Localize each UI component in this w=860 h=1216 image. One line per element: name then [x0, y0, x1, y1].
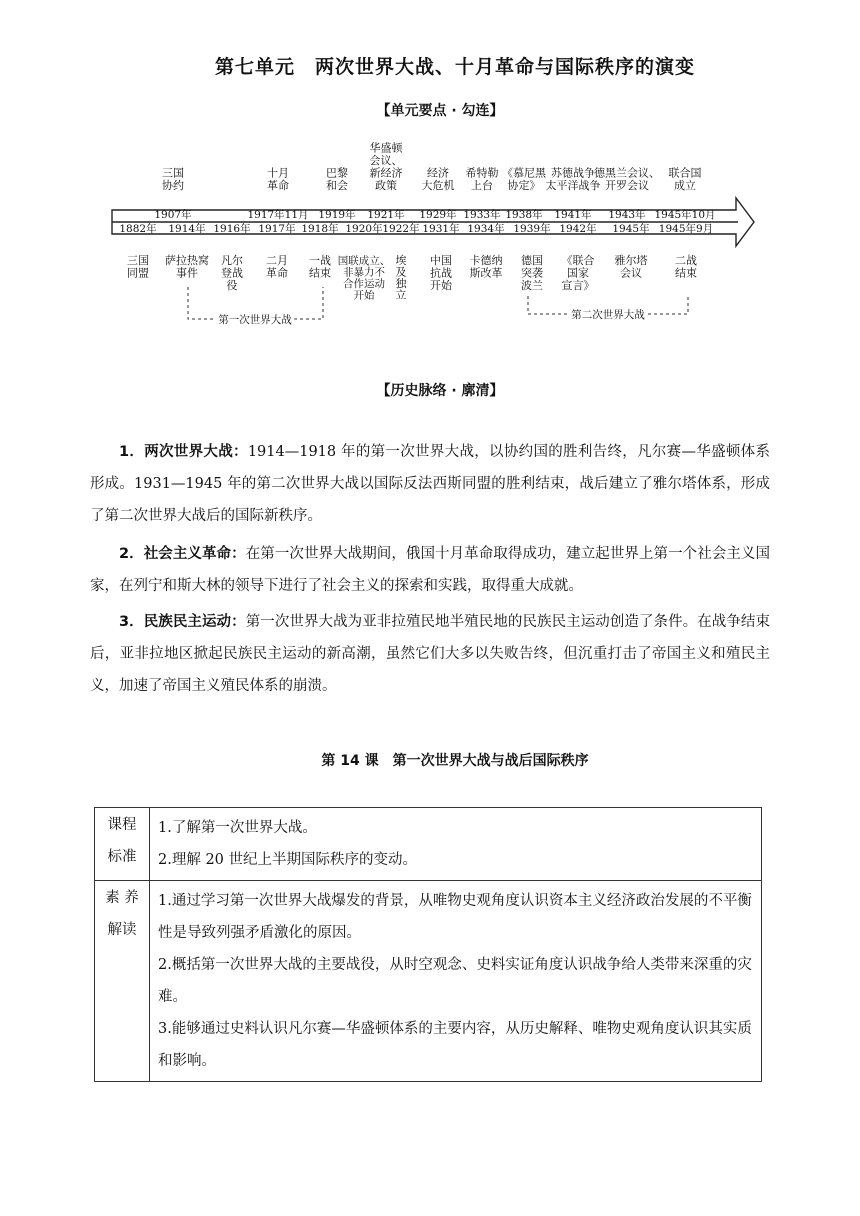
row-label-standards: [95, 808, 150, 881]
event-label: 结束: [309, 266, 331, 280]
event-label: 德国: [521, 254, 543, 267]
unit-title: 第七单元 两次世界大战、十月革命与国际秩序的演变: [214, 56, 695, 78]
standards-content: [150, 808, 762, 881]
timeline-bottom-event: [119, 222, 157, 280]
row-label-literacy: [95, 881, 150, 1082]
event-label: 会议: [620, 266, 642, 280]
event-date: 1933年: [463, 209, 501, 221]
event-date: 1939年: [513, 223, 551, 235]
event-date: 1934年: [467, 223, 505, 235]
event-label: 协约: [162, 179, 184, 192]
event-label: 斯改革: [469, 266, 503, 280]
timeline-diagram: [0, 124, 860, 330]
event-label: 政策: [375, 179, 397, 192]
event-date: 1943年: [608, 209, 646, 221]
event-label: 埃: [395, 254, 407, 267]
event-label: 非暴力不: [343, 266, 385, 279]
event-label: 国家: [567, 266, 589, 280]
event-label: 十月: [267, 166, 289, 180]
event-label: 波兰: [521, 279, 543, 292]
timeline-bottom-event: [513, 222, 551, 292]
list-item: 2.理解 20 世纪上半期国际秩序的变动。: [158, 852, 418, 868]
timeline-top-event: [419, 166, 457, 222]
timeline-bottom-event: [301, 222, 339, 280]
event-label: 新经济: [369, 166, 403, 180]
event-label: 《慕尼黑: [502, 166, 546, 180]
event-date: 1945年9月: [658, 223, 714, 235]
timeline-top-event: [367, 141, 405, 222]
event-label: 同盟: [127, 266, 149, 280]
event-label: 立: [395, 288, 407, 302]
event-label: 和会: [326, 179, 348, 192]
event-label: 凡尔: [221, 254, 243, 267]
event-label: 经济: [427, 166, 449, 180]
paragraph-lead: 1．两次世界大战：: [119, 444, 248, 460]
list-item: 1.通过学习第一次世界大战爆发的背景，从唯物史观角度认识资本主义经济政治发展的不平衡性是导致列强矛盾激化的原因。: [158, 893, 752, 941]
timeline-top-event: [502, 166, 547, 222]
event-label: 国联成立、: [337, 255, 391, 267]
event-date: 1931年: [422, 223, 460, 235]
event-label: 德黑兰会议、: [594, 166, 660, 180]
event-label: 卡德纳: [469, 254, 503, 267]
event-label: 开始: [353, 289, 375, 302]
event-date: 1914年: [168, 223, 206, 235]
event-label: 宣言》: [561, 279, 595, 292]
event-date: 1938年: [505, 209, 543, 221]
event-label: 开罗会议: [605, 179, 649, 192]
event-date: 1919年: [318, 209, 356, 221]
event-label: 苏德战争: [551, 166, 595, 180]
timeline-bottom-event: [612, 222, 650, 280]
event-label: 役: [226, 279, 238, 292]
label-line: 素 养: [105, 890, 139, 906]
event-label: 协定》: [507, 179, 541, 192]
event-label: 革命: [266, 266, 288, 280]
paragraph-world-wars: [90, 436, 770, 532]
paragraph-national-movement: [90, 606, 770, 702]
event-date: 1945年10月: [654, 209, 716, 221]
event-date: 1920年: [345, 223, 383, 235]
event-label: 一战: [309, 254, 331, 267]
event-date: 1917年: [258, 223, 296, 235]
event-date: 1929年: [419, 209, 457, 221]
event-date: 1917年11月: [247, 209, 309, 221]
event-label: 突袭: [521, 266, 543, 280]
timeline-bottom-event: [165, 222, 209, 280]
event-label: 革命: [267, 179, 289, 192]
event-label: 会议、: [369, 154, 403, 167]
timeline-bottom-event: [422, 222, 460, 292]
event-date: 1942年: [559, 223, 597, 235]
event-label: 大危机: [421, 179, 455, 192]
event-label: 抗战: [430, 266, 452, 280]
event-label: 《联合: [561, 254, 595, 267]
event-date: 1907年: [154, 209, 192, 221]
paragraph-text: 1914—1918 年的第一次世界大战，以协约国的胜利告终，凡尔赛—华盛顿体系形成。1931—1945 年的第二次世界大战以国际反法西斯同盟的胜利结束，战后建立了雅尔塔体系，形成了第二次世界大战后的国际新秩序。: [90, 444, 770, 524]
event-label: 事件: [176, 266, 198, 280]
event-label: 及: [395, 265, 407, 279]
lesson-title: 第 14 课 第一次世界大战与战后国际秩序: [321, 753, 589, 769]
event-date: 1916年: [213, 223, 251, 235]
literacy-content: [150, 881, 762, 1082]
timeline-top-event: [463, 166, 501, 222]
event-label: 三国: [127, 254, 149, 267]
event-label: 结束: [675, 266, 697, 280]
paragraph-text: 在第一次世界大战期间，俄国十月革命取得成功，建立起世界上第一个社会主义国家，在列宁和斯大林的领导下进行了社会主义的探索和实践，取得重大成就。: [90, 546, 770, 594]
event-label: 二月: [266, 254, 288, 267]
timeline-bottom-event: [213, 222, 251, 292]
timeline-bottom-event: [659, 222, 713, 280]
event-label: 登战: [221, 266, 243, 280]
event-label: 萨拉热窝: [165, 254, 209, 267]
event-date: 1945年: [612, 223, 650, 235]
list-item: 2.概括第一次世界大战的主要战役，从时空观念、史料实证角度认识战争给人类带来深重的灾难。: [158, 957, 752, 1005]
event-label: 巴黎: [326, 166, 348, 180]
event-label: 三国: [162, 166, 184, 180]
event-date: 1882年: [119, 223, 157, 235]
event-date: 1922年: [382, 223, 420, 235]
section-heading-context: 【历史脉络 · 廓清】: [376, 383, 504, 399]
event-label: 二战: [675, 254, 697, 267]
paragraph-socialist-revolution: [90, 538, 770, 602]
label-line: 解读: [107, 922, 137, 938]
event-date: 1921年: [367, 209, 405, 221]
event-label: 希特勒: [465, 166, 499, 180]
curriculum-standards-table: [94, 807, 762, 1082]
event-label: 雅尔塔: [614, 254, 648, 267]
event-label: 中国: [430, 254, 452, 267]
event-label: 合作运动: [343, 278, 385, 290]
table-row: [95, 808, 762, 881]
event-label: 独: [395, 277, 407, 290]
paragraph-lead: 2．社会主义革命：: [119, 546, 246, 562]
table-row: [95, 881, 762, 1082]
timeline-top-event: [318, 167, 356, 222]
event-label: 上台: [471, 179, 493, 192]
event-date: 1918年: [301, 223, 339, 235]
timeline-top-event: [247, 166, 308, 222]
list-item: 1.了解第一次世界大战。: [158, 820, 317, 836]
event-label: 华盛顿: [369, 141, 403, 155]
timeline-bottom-event: [258, 222, 296, 280]
section-heading-key-points: 【单元要点 · 勾连】: [376, 103, 504, 119]
event-label: 太平洋战争: [545, 179, 601, 192]
event-label: 成立: [674, 179, 696, 192]
event-label: 联合国: [668, 166, 702, 180]
paragraph-lead: 3．民族民主运动：: [119, 614, 246, 630]
ww1-label: 第一次世界大战: [218, 314, 292, 326]
timeline-bottom-event: [559, 222, 597, 292]
label-line: 标准: [107, 849, 137, 865]
event-date: 1941年: [554, 209, 592, 221]
event-label: 开始: [430, 279, 452, 292]
timeline-top-event: [654, 166, 715, 222]
ww2-label: 第二次世界大战: [571, 309, 645, 321]
timeline-top-event: [154, 167, 192, 222]
label-line: 课程: [107, 817, 137, 833]
paragraph-text: 第一次世界大战为亚非拉殖民地半殖民地的民族民主运动创造了条件。在战争结束后，亚非拉地区掀起民族民主运动的新高潮，虽然它们大多以失败告终，但沉重打击了帝国主义和殖民主义，加速了帝国主义殖民体系的崩溃。: [90, 614, 770, 694]
list-item: 3.能够通过史料认识凡尔赛—华盛顿体系的主要内容，从历史解释、唯物史观角度认识其实质和影响。: [158, 1021, 752, 1069]
timeline-bottom-event: [467, 222, 505, 280]
